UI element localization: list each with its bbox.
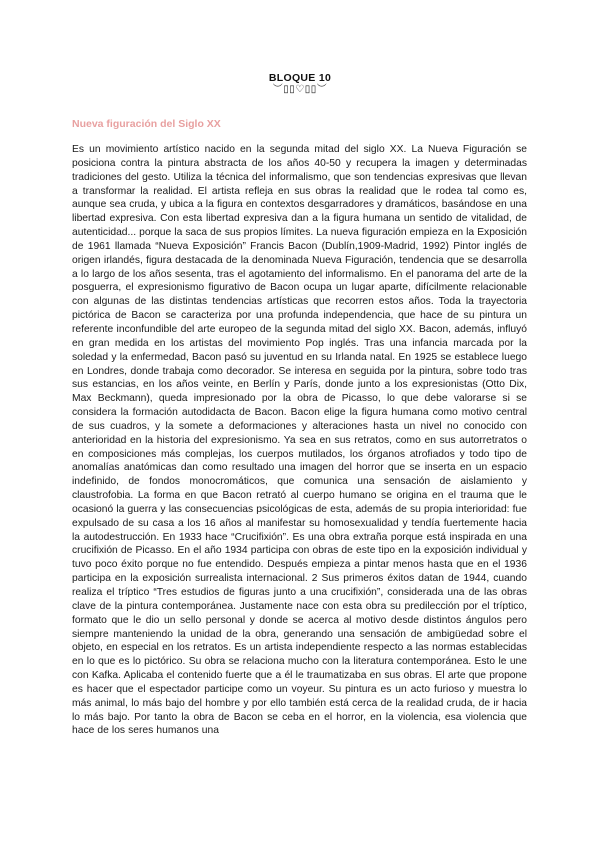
body-paragraph: Es un movimiento artístico nacido en la segunda mitad del siglo XX. La Nueva Figuración se posiciona contra la pintura abstracta de los años 40-50 y recupera la imagen y determinadas tradiciones del gesto. Utiliza la técnica del informalismo, que son tendencias expresivas que llevan a transformar la realidad. El artista refleja en sus obras la realidad que le rodea tal como es, aunque sea cruda, y ubica a la figura en contextos desgarradores y dramáticos, basándose en una libertad expresiva. Con esta libertad expresiva dan a la figura humana un sentido de vitalidad, de autenticidad... porque la saca de sus propios límites. La nueva figuración empieza en la Exposición de 1961 llamada “Nueva Exposición” Francis Bacon (Dublín,1909-Madrid, 1992) Pintor inglés de origen irlandés, figura destacada de la denominada Nueva Figuración, tendencia que se desarrolla a lo largo de los años sesenta, tras el agotamiento del informalismo. En el panorama del arte de la posguerra, el expresionismo figurativo de Bacon ocupa un lugar aparte, difícilmente relacionable con algunas de las distintas tendencias artísticas que recorren estos años. Toda la trayectoria pictórica de Bacon se caracteriza por una profunda independencia, que hace de su pintura un referente inconfundible del arte europeo de la segunda mitad del siglo XX. Bacon, además, influyó en gran medida en los artistas del movimiento Pop inglés. Tras una infancia marcada por la soledad y la enfermedad, Bacon pasó su juventud en su Irlanda natal. En 1925 se establece luego en Londres, donde trabaja como decorador. Se interesa en seguida por la pintura, sobre todo tras sus estancias, en los años veinte, en Berlín y París, donde junto a los expresionistas (Otto Dix, Max Beckmann), queda impresionado por la obra de Picasso, lo que debe valorarse si se considera la formación autodidacta de Bacon. Bacon elige la figura humana como motivo central de sus cuadros, y la somete a deformaciones y alteraciones hasta un nivel no conocido con anterioridad en la historia del expresionismo. Ya sea en sus retratos, como en sus autorretratos o en composiciones más complejas, los cuerpos mutilados, los órganos atrofiados y todo tipo de anomalías anatómicas dan como resultado una imagen del horror que se inserta en un espacio indefinido, de fondos monocromáticos, que comunica una sensación de aislamiento y claustrofobia. La forma en que Bacon retrató al cuerpo humano se origina en el trauma que le ocasionó la guerra y las consecuencias psicológicas de esta, además de su propia interioridad: fue expulsado de su casa a los 16 años al manifestar su homosexualidad y tendía fuertemente hacia la autodestrucción. En 1933 hace “Crucifixión”. Es una obra extraña porque está inspirada en una crucifixión de Picasso. En el año 1934 participa con obras de este tipo en la exposición individual y tuvo poco éxito porque no fue entendido. Después empieza a pintar menos hasta que en el 1936 participa en la exposición surrealista internacional. 2 Sus primeros éxitos datan de 1944, cuando realiza el tríptico “Tres estudios de figuras junto a una crucifixión”, considerada una de las obras clave de la pintura contemporánea. Justamente nace con esta obra su predilección por el tríptico, formato que le dio un sello personal y donde se acerca al motivo desde distintos ángulos pero siempre manteniendo la unidad de la obra, generando una sensación de ambigüedad sobre el objeto, en especial en los retratos. Es un artista independiente respecto a las normas establecidas en lo que es lo pictórico. Su obra se relaciona mucho con la literatura contemporánea. Esto le une con Kafka. Aplicaba el contenido fuerte que a él le traumatizaba en sus obras. El arte que propone es hacer que el espectador participe como un voyeur. Su pintura es un acto furioso y muestra lo más animal, lo más bajo del hombre y por ello también está cerca de la realidad cruda, de ir hacia lo más bajo. Por tanto la obra de Bacon se ceba en el horror, en la violencia, esa violencia que hace de los seres humanos una [72, 144, 527, 737]
section-heading: Nueva figuración del Siglo XX [72, 118, 221, 130]
block-subtitle-glyphs: ︶▯▯♡▯▯︶ [272, 84, 328, 95]
block-title: BLOQUE 10 [268, 72, 332, 84]
